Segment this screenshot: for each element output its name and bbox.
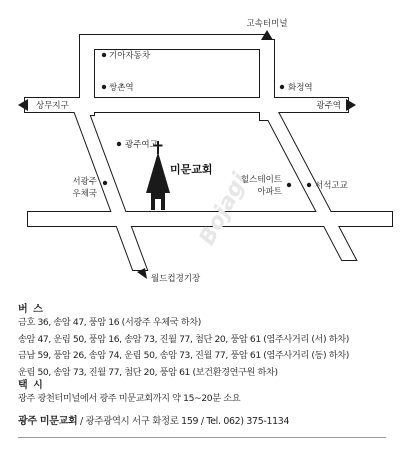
apartment-label-2: 아파트	[257, 187, 282, 197]
bus-line: 송암 47, 운림 50, 풍암 16, 송암 73, 진월 77, 첨단 20, 풍암 61 (염주사거리 (서) 하차)	[18, 333, 349, 345]
apartment-label-1: 힐스테이트	[240, 175, 282, 185]
ssangchon-label: 쌍촌역	[109, 83, 134, 93]
taxi-heading: 택 시	[18, 380, 44, 391]
bus-heading: 버 스	[18, 304, 44, 315]
church-name: 광주 미문교회	[18, 416, 78, 427]
girls-school-label: 광주여고	[125, 140, 158, 150]
arrow-right-gwangju-station	[346, 99, 356, 111]
worldcup-label: 월드컵경기장	[151, 274, 201, 284]
apartment-dot	[287, 183, 291, 187]
post-office-label-1: 서광주	[72, 177, 97, 187]
sangmu-label: 상무지구	[36, 101, 69, 111]
bus-line: 금호 36, 송암 47, 풍암 16 (서광주 우체국 하차)	[18, 317, 201, 328]
post-office-dot	[103, 181, 107, 185]
post-office-label-2: 우체국	[72, 189, 97, 199]
destination-label: 미문교회	[170, 163, 213, 176]
girls-school-dot	[117, 142, 121, 146]
bus-line: 운림 50, 송암 73, 진월 77, 첨단 20, 풍암 61 (보건환경연구원 하차)	[18, 366, 278, 378]
bus-line: 금남 59, 풍암 26, 송암 74, 운림 50, 송암 73, 진월 77, 풍암 61 (염주사거리 (동) 하차)	[18, 350, 349, 361]
footer-divider	[18, 437, 386, 438]
arrow-left-sangmu	[18, 99, 28, 111]
kia-dot	[102, 53, 106, 57]
seoseok-dot	[307, 183, 311, 187]
ssangchon-dot	[102, 85, 106, 89]
gwangju-station-label: 광주역	[316, 101, 341, 111]
road-arrows	[18, 30, 356, 279]
watermark: Bojagi	[194, 169, 254, 250]
church-address: / 광주광역시 서구 화정로 159 / Tel. 062) 375-1134	[77, 416, 290, 427]
terminal-label: 고속터미널	[246, 19, 288, 29]
taxi-info: 광주 광천터미널에서 광주 미문교회까지 약 15~20분 소요	[18, 393, 241, 404]
map-labels	[36, 18, 349, 284]
hwajeong-dot	[280, 85, 284, 89]
church-contact	[18, 412, 289, 427]
kia-label: 기아자동차	[109, 51, 151, 61]
bus-routes	[18, 315, 394, 381]
hwajeong-label: 화정역	[288, 83, 313, 93]
church-icon	[146, 141, 170, 210]
seoseok-label: 서석고교	[315, 181, 348, 191]
